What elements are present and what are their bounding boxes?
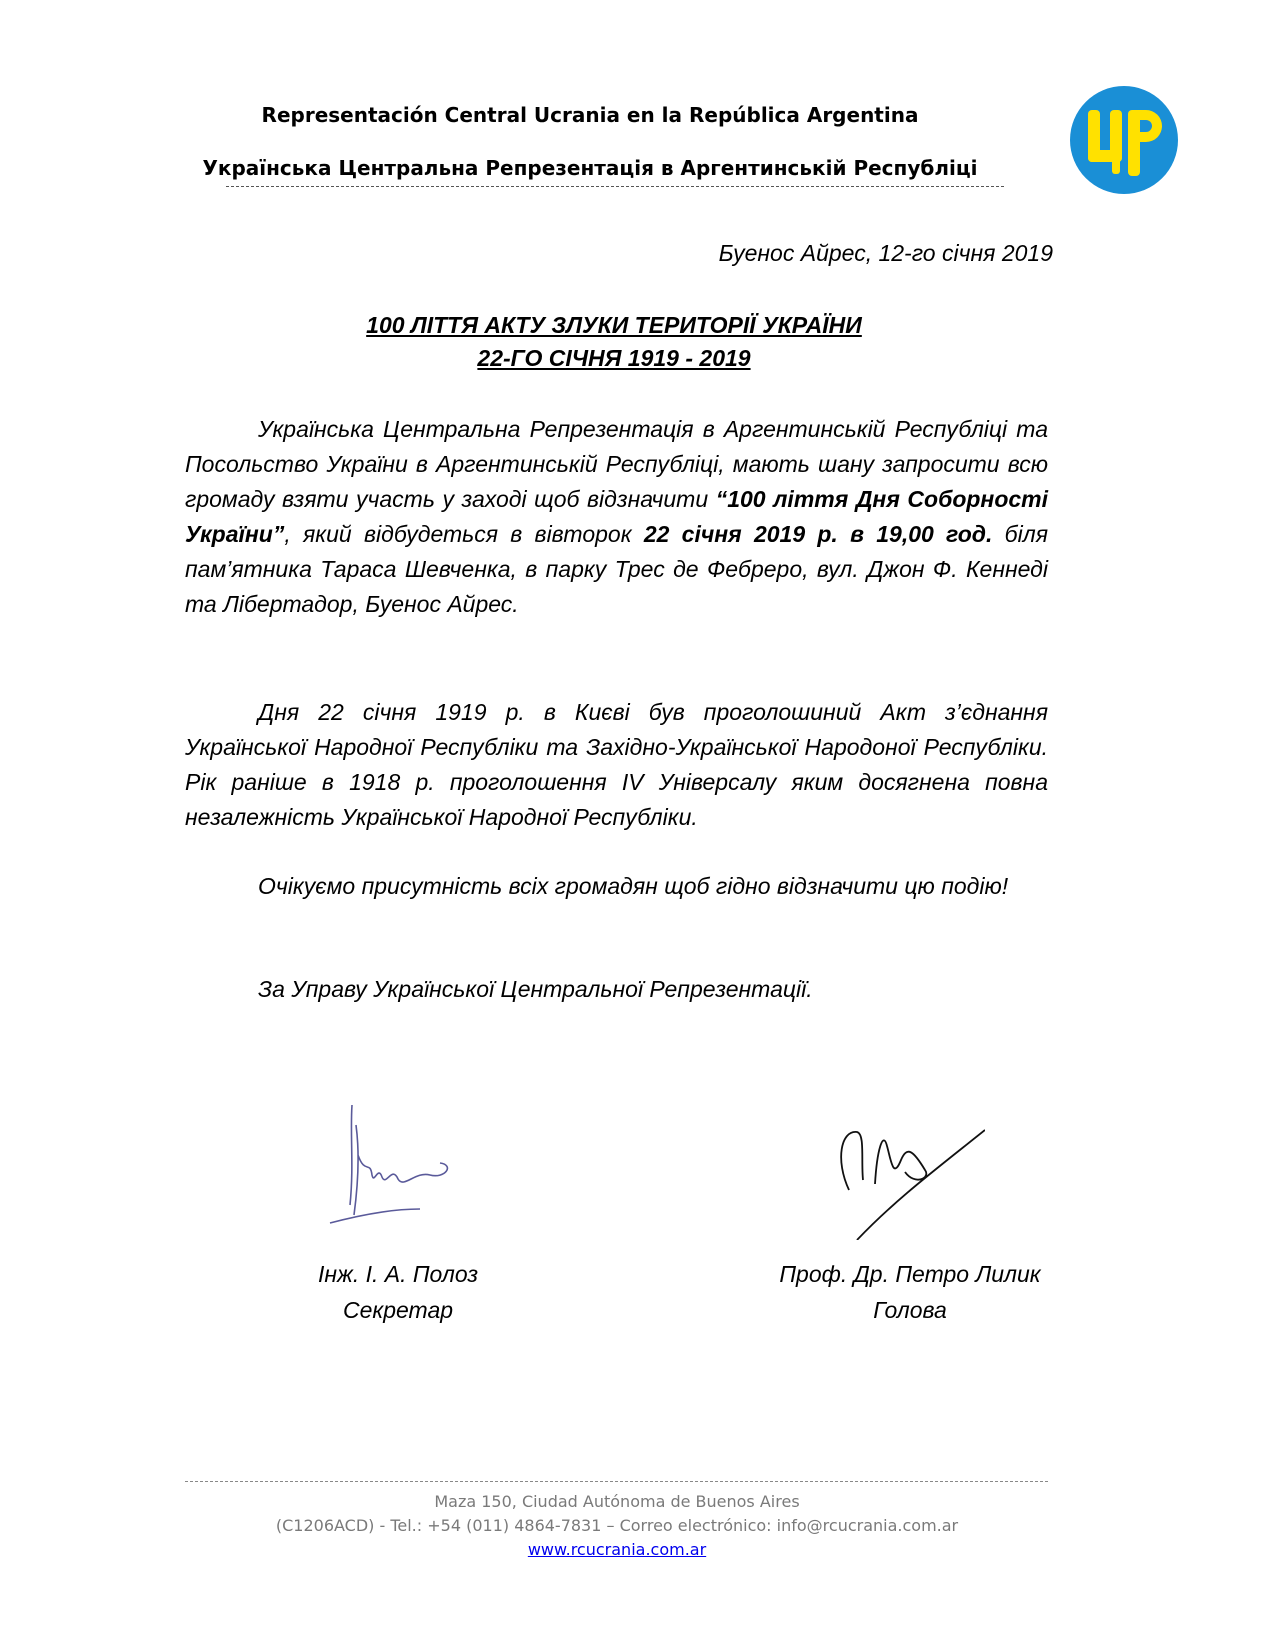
signature-left	[320, 1105, 480, 1235]
signature-right	[835, 1120, 985, 1240]
letter-date: Буенос Айрес, 12-го січня 2019	[718, 240, 1053, 266]
event-name: “100 ліття Дня Соборності України”	[185, 486, 1048, 547]
invitation-text-e: біля пам’ятника Тараса Шевченка, в парку Трес де Фебреро, вул. Джон Ф. Кеннеді та Лібертадор, Буенос Айрес.	[185, 521, 1048, 617]
event-datetime: 22 січня 2019 р. в 19,00 год.	[643, 521, 993, 547]
signer-left	[258, 1256, 538, 1328]
footer-contact: (C1206ACD) - Tel.: +54 (011) 4864-7831 – Correo electrónico: info@rcucrania.com.ar	[275, 1516, 959, 1535]
invitation-text-c: , який відбудеться в вівторок	[284, 521, 644, 547]
org-name-spanish: Representación Central Ucrania en la República Argentina	[261, 103, 919, 127]
title-line-2: 22-ГО СІЧНЯ 1919 - 2019	[477, 345, 751, 371]
organization-logo	[1068, 84, 1180, 196]
org-name-ukrainian: Українська Центральна Репрезентація в Аргентинській Республіці	[202, 156, 978, 180]
signer-left-role: Секретар	[342, 1297, 454, 1323]
closing-paragraph: Очікуємо присутність всіх громадян щоб гідно відзначити цю подію!	[258, 873, 1009, 899]
footer-divider	[185, 1481, 1048, 1482]
footer-address: Maza 150, Ciudad Autónoma de Buenos Aires	[434, 1492, 800, 1511]
invitation-text-a: Українська Центральна Репрезентація в Аргентинській Республіці та Посольство України в Аргентинській Республіці, мають шану запросити всю громаду взяти участь у заході щоб відзначити	[185, 416, 1048, 512]
signer-left-name: Інж. І. А. Полоз	[317, 1261, 479, 1287]
header-divider	[226, 186, 1004, 187]
footer-website-link[interactable]: www.rcucrania.com.ar	[527, 1540, 707, 1559]
signer-right-role: Голова	[873, 1297, 947, 1323]
title-line-1: 100 ЛІТТЯ АКТУ ЗЛУКИ ТЕРИТОРІЇ УКРАЇНИ	[366, 312, 862, 338]
invitation-paragraph	[185, 412, 1048, 622]
signer-right	[730, 1256, 1090, 1328]
signer-right-name: Проф. Др. Петро Лилик	[779, 1261, 1041, 1287]
history-paragraph: Дня 22 січня 1919 р. в Києві був проголошиний Акт з’єднання Української Народної Республіки та Західно-Української Народоної Республіки. Рік раніше в 1918 р. проголошення IV Універсалу яким досягнена повна незалежність Української Народної Республіки.	[185, 699, 1048, 830]
signoff-line: За Управу Української Центральної Репрезентації.	[258, 976, 813, 1002]
